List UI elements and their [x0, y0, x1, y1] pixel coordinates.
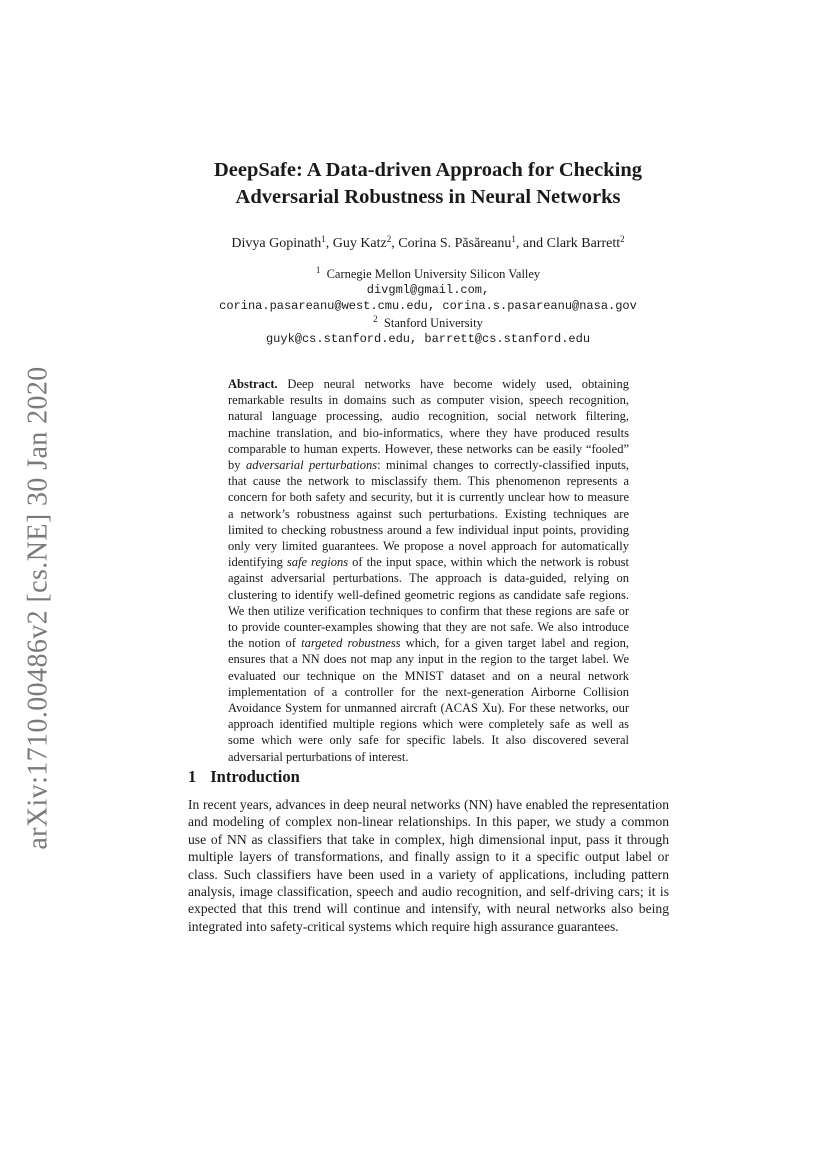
author-affiliation-mark: 2 — [620, 234, 625, 244]
title-line-2: Adversarial Robustness in Neural Networks — [235, 186, 621, 208]
abstract-text: : minimal changes to correctly-classified inputs, that cause the network to misclassify them. This phenomenon represents a concern for both safety and security, but it is currently unclear how to measure a network’s robustness against such perturbations. Existing techniques are limited to checking robustness around a few individual input points, providing only very limited guarantees. We propose a novel approach for automatically identifying — [228, 458, 629, 570]
abstract-label: Abstract. — [228, 377, 278, 391]
abstract — [228, 376, 629, 765]
affiliation-name: Stanford University — [383, 315, 483, 330]
author-affiliation-mark: 1 — [321, 234, 326, 244]
arxiv-identifier: arXiv:1710.00486v2 [cs.NE] 30 Jan 2020 — [23, 366, 55, 850]
intro-paragraph: In recent years, advances in deep neural networks (NN) have enabled the representation and modeling of complex non-linear relationships. In this paper, we study a common use of NN as classifiers that take in complex, high dimensional input, pass it through multiple layers of transformations, and finally assign to it a specific output label or class. Such classifiers have been used in a variety of applications, including pattern analysis, image classification, speech and audio recognition, and self-driving cars; it is expected that this trend will continue and intensify, with neural networks also being integrated into safety-critical systems which require high assurance guarantees. — [188, 797, 669, 934]
affiliation-1-emails-line-1: divgml@gmail.com, — [366, 283, 490, 298]
abstract-emphasis: adversarial perturbations — [245, 458, 378, 473]
affiliation-name: Carnegie Mellon University Silicon Valley — [326, 267, 541, 281]
author-separator: , — [325, 236, 333, 251]
section-title: Introduction — [210, 767, 300, 786]
author-name: Clark Barrett — [546, 236, 621, 251]
affiliations — [140, 266, 716, 347]
affiliation-number: 1 — [315, 265, 321, 275]
author-separator: , and — [515, 236, 547, 251]
author-separator: , — [391, 236, 399, 251]
title-line-1: DeepSafe: A Data-driven Approach for Checking — [213, 159, 643, 181]
author-affiliation-mark: 1 — [511, 234, 516, 244]
affiliation-2 — [140, 315, 716, 331]
section-heading — [188, 766, 300, 788]
author-name: Guy Katz — [332, 236, 387, 251]
author-name: Corina S. Păsăreanu — [398, 236, 512, 251]
author-affiliation-mark: 2 — [386, 234, 392, 244]
affiliation-1 — [140, 266, 716, 282]
affiliation-number: 2 — [373, 313, 378, 324]
abstract-text: Deep neural networks have become widely used, obtaining remarkable results in domains such as computer vision, speech recognition, natural language processing, audio recognition, social network filtering, machine translation, and bio-informatics, where they have produced results comparable to human experts. However, these networks can be easily “fooled” by — [228, 377, 630, 473]
affiliation-2-emails: guyk@cs.stanford.edu, barrett@cs.stanford.edu — [265, 331, 591, 346]
author-name: Divya Gopinath — [231, 236, 322, 251]
abstract-emphasis: targeted robustness — [301, 636, 401, 651]
paper-title — [150, 157, 706, 211]
section-number: 1 — [188, 767, 197, 786]
abstract-emphasis: safe regions — [286, 555, 349, 570]
affiliation-1-emails-line-2: corina.pasareanu@west.cmu.edu, corina.s.pasareanu@nasa.gov — [219, 299, 637, 314]
abstract-text: which, for a given target label and region, ensures that a NN does not map any input in the region to the target label. We evaluated our technique on the MNIST dataset and on a neural network implementation of a controller for the next-generation Airborne Collision Avoidance System for unmanned aircraft (ACAS Xu). For these networks, our approach identified multiple regions which were completely safe as well as some which were only safe for specific labels. It also discovered several adversarial perturbations of interest. — [228, 636, 629, 764]
abstract-text: of the input space, within which the network is robust against adversarial perturbations. The approach is data-guided, relying on clustering to identify well-defined geometric regions as candidate safe regions. We then utilize verification techniques to confirm that these regions are safe or to provide counter-examples showing that they are not safe. We also introduce the notion of — [228, 555, 630, 651]
author-list — [150, 235, 706, 253]
arxiv-stamp — [16, 366, 62, 850]
